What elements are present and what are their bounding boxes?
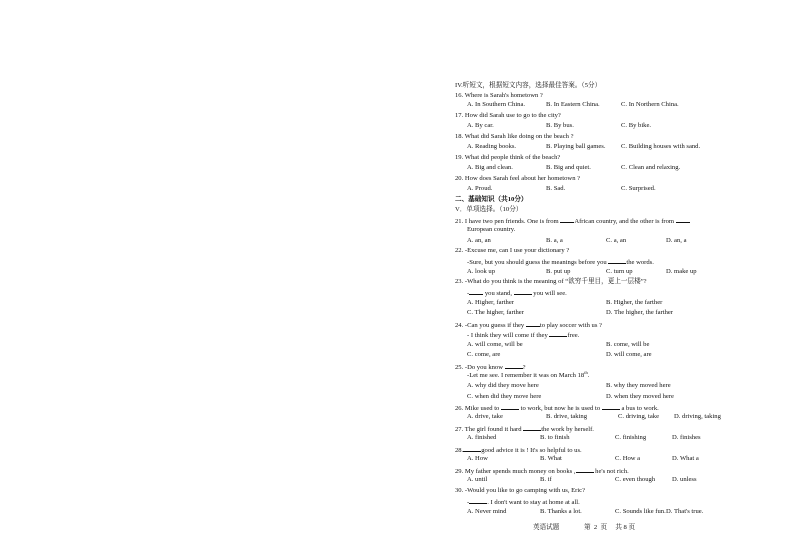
part-two-title: 二、基础知识（共10分） [455, 196, 528, 203]
option: A. drive, take [467, 413, 503, 420]
section-v-title: V．单项选择。（10分） [455, 206, 523, 213]
option: A. will come, will be [467, 341, 523, 348]
option: C. Clean and relaxing. [621, 164, 681, 171]
blank [576, 466, 594, 473]
blank [505, 362, 523, 369]
blank [602, 403, 620, 410]
option: B. if [540, 476, 552, 483]
option: B. In Eastern China. [546, 101, 600, 108]
question-26: 26. Mike used to to work, but now he is used to a bus to work. [455, 405, 659, 412]
option: A. Never mind [467, 508, 507, 515]
blank [676, 216, 690, 223]
question-23-cont: - you stand, you will see. [467, 290, 567, 297]
blank [608, 257, 626, 264]
blank [514, 288, 532, 295]
question-24-cont: - I think they will come if they free. [467, 332, 580, 339]
option: A. an, an [467, 237, 491, 244]
option: D. The higher, the farther [606, 309, 673, 316]
question-17: 17. How did Sarah use to go to the city? [455, 112, 561, 119]
option: D. That's true. [666, 508, 704, 515]
question-29: 29. My father spends much money on books , he's not rich. [455, 468, 629, 475]
option: C. Sounds like fun. [615, 508, 666, 515]
option: B. Higher, the farther [606, 299, 663, 306]
option: A. Reading books. [467, 143, 517, 150]
blank [523, 424, 541, 431]
option: C. By bike. [621, 122, 652, 129]
option: C. driving, take [618, 413, 660, 420]
option: C. In Northern China. [621, 101, 679, 108]
option: B. put up [546, 268, 571, 275]
option: B. Playing ball games. [546, 143, 606, 150]
option: A. look up [467, 268, 496, 275]
option: A. until [467, 476, 488, 483]
option: C. The higher, farther [467, 309, 524, 316]
question-18: 18. What did Sarah like doing on the beach ? [455, 133, 574, 140]
blank [463, 445, 481, 452]
option: B. to finish [540, 434, 570, 441]
question-25-cont: -Let me see. I remember it was on March 18th. [467, 369, 590, 379]
option: D. finishes [672, 434, 701, 441]
question-20: 20. How does Sarah feel about her hometown ? [455, 175, 581, 182]
question-19: 19. What did people think of the beach? [455, 154, 561, 161]
option: A. By car. [467, 122, 494, 129]
blank [469, 497, 487, 504]
option: B. come, will be [606, 341, 650, 348]
option: A. finished [467, 434, 497, 441]
blank [469, 288, 483, 295]
option: A. In Southern China. [467, 101, 526, 108]
option: B. Sad. [546, 185, 566, 192]
question-21: 21. I have two pen friends. One is from African country, and the other is from [455, 216, 690, 226]
option: B. Thanks a lot. [540, 508, 582, 515]
option: B. a, a [546, 237, 563, 244]
superscript: th [584, 369, 588, 375]
option: D. make up [666, 268, 697, 275]
option: C. How a [615, 455, 641, 462]
question-22: 22. -Excuse me, can I use your dictionary ? [455, 247, 570, 254]
question-24: 24. -Can you guess if they to play soccer with us ? [455, 322, 602, 329]
blank [501, 403, 519, 410]
option: C. Building houses with sand. [621, 143, 701, 150]
blank [549, 330, 567, 337]
option: C. even though [615, 476, 656, 483]
listening-section-instruction: IV.听短文，根据短文内容，选择最佳答案。（5分） [455, 82, 602, 89]
option: B. why they moved here [606, 382, 671, 389]
option: A. why did they move here [467, 382, 539, 389]
question-16: 16. Where is Sarah's hometown ? [455, 92, 543, 99]
option: C. come, are [467, 351, 501, 358]
question-27: 27. The girl found it hard the work by herself. [455, 426, 594, 433]
question-21-cont: European country. [467, 226, 516, 233]
blank [526, 320, 540, 327]
option: A. Big and clean. [467, 164, 513, 171]
option: D. unless [672, 476, 697, 483]
option: D. when they moved here [606, 393, 674, 400]
option: D. will come, are [606, 351, 652, 358]
option: C. when did they move here [467, 393, 542, 400]
option: B. Big and quiet. [546, 164, 591, 171]
option: D. driving, taking [674, 413, 721, 420]
option: B. drive, taking [546, 413, 588, 420]
question-30-cont: - . I don't want to stay at home at all. [467, 499, 580, 506]
question-25: 25. -Do you know ? [455, 364, 526, 371]
option: C. turn up [606, 268, 633, 275]
option: C. Surprised. [621, 185, 656, 192]
option: D. What a [672, 455, 699, 462]
option: A. Higher, farther [467, 299, 514, 306]
footer-page-number: 第 2 页 共 8 页 [584, 524, 636, 531]
footer-subject: 英语试题 [533, 524, 560, 531]
question-23: 23. -What do you think is the meaning of “欲穷千里目，更上一层楼”? [455, 278, 647, 285]
option: A. Proud. [467, 185, 493, 192]
blank [560, 216, 574, 223]
option: B. What [540, 455, 562, 462]
option: C. finishing [615, 434, 647, 441]
option: C. a, an [606, 237, 627, 244]
question-28: 28. good advice it is ! It's so helpful to us. [455, 447, 582, 454]
question-30: 30. -Would you like to go camping with us, Eric? [455, 487, 586, 494]
option: A. How [467, 455, 488, 462]
option: D. an, a [666, 237, 687, 244]
option: B. By bus. [546, 122, 574, 129]
question-22-cont: -Sure, but you should guess the meanings before you the words. [467, 259, 654, 266]
